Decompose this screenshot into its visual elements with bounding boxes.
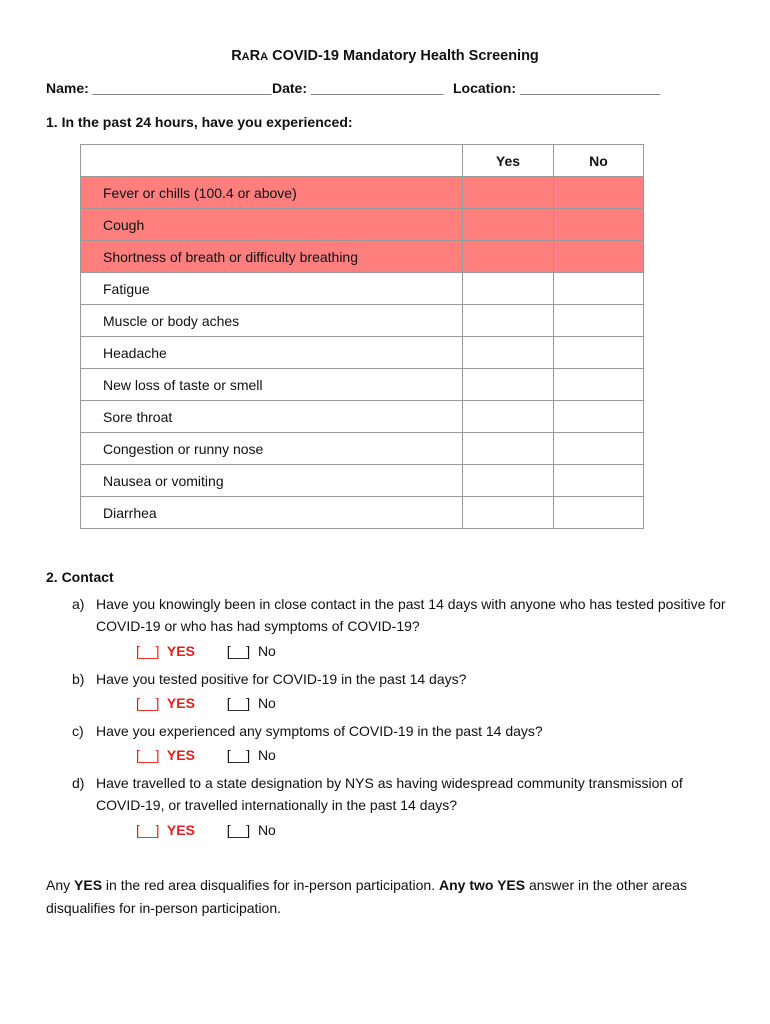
symptom-yes-cell[interactable]: [463, 305, 554, 337]
symptom-no-cell[interactable]: [554, 369, 644, 401]
no-label: No: [257, 747, 276, 763]
checkbox-bracket: [__]: [226, 822, 251, 838]
date-field[interactable]: Date: _________________: [272, 80, 444, 96]
answer-a: [136, 643, 276, 659]
symptom-row: [81, 369, 644, 401]
no-option[interactable]: [227, 695, 276, 711]
note-text: answer in the other areas disqualifies for in-person participation.: [46, 877, 687, 916]
symptom-label: Shortness of breath or difficulty breathing: [81, 241, 463, 273]
title-text: COVID-19 Mandatory Health Screening: [272, 48, 539, 64]
symptom-yes-cell[interactable]: [463, 177, 554, 209]
no-label: No: [257, 822, 276, 838]
title-prefix: R: [231, 48, 242, 64]
title-prefix: R: [249, 48, 261, 64]
symptom-no-cell[interactable]: [554, 305, 644, 337]
symptom-no-cell[interactable]: [554, 209, 644, 241]
symptom-row: [81, 177, 644, 209]
symptom-label: New loss of taste or smell: [81, 369, 463, 401]
symptom-row: [81, 465, 644, 497]
question-letter: a): [72, 596, 85, 612]
symptom-label: Fatigue: [81, 273, 463, 305]
no-label: No: [257, 695, 276, 711]
symptom-yes-cell[interactable]: [463, 465, 554, 497]
question-letter: d): [72, 775, 85, 791]
checkbox-bracket: [__]: [226, 643, 251, 659]
symptom-row: [81, 305, 644, 337]
name-field[interactable]: Name: _______________________: [46, 80, 272, 96]
answer-b: [136, 695, 276, 711]
answer-d: [136, 822, 276, 838]
symptom-label: Sore throat: [81, 401, 463, 433]
answer-c: [136, 747, 276, 763]
symptom-label: Headache: [81, 337, 463, 369]
symptom-row: [81, 241, 644, 273]
symptom-yes-cell[interactable]: [463, 241, 554, 273]
note-emphasis: Any two YES: [439, 877, 526, 893]
note-text: Any: [46, 877, 75, 893]
symptom-yes-cell[interactable]: [463, 337, 554, 369]
symptom-row: [81, 401, 644, 433]
symptom-yes-cell[interactable]: [463, 369, 554, 401]
section1-heading: 1. In the past 24 hours, have you experienced:: [46, 114, 353, 130]
header-blank: [81, 145, 463, 177]
yes-label: YES: [166, 747, 195, 763]
symptom-label: Nausea or vomiting: [81, 465, 463, 497]
checkbox-bracket: [__]: [226, 695, 251, 711]
title-prefix: A: [241, 51, 250, 63]
header-no: No: [554, 145, 644, 177]
header-yes: Yes: [463, 145, 554, 177]
yes-option[interactable]: [136, 747, 195, 763]
question-text: Have travelled to a state designation by NYS as having widespread community transmission of COVID-19, or travelled internationally in the past 14 days?: [96, 775, 683, 813]
no-option[interactable]: [227, 822, 276, 838]
yes-option[interactable]: [136, 822, 195, 838]
yes-label: YES: [166, 695, 195, 711]
symptom-row: [81, 497, 644, 529]
yes-label: YES: [166, 643, 195, 659]
symptom-no-cell[interactable]: [554, 177, 644, 209]
symptom-no-cell[interactable]: [554, 401, 644, 433]
checkbox-bracket: [__]: [136, 643, 160, 659]
question-c: [72, 720, 737, 742]
no-option[interactable]: [227, 747, 276, 763]
symptom-yes-cell[interactable]: [463, 497, 554, 529]
table-header-row: [81, 145, 644, 177]
checkbox-bracket: [__]: [136, 747, 160, 763]
question-text: Have you knowingly been in close contact in the past 14 days with anyone who has tested positive for COVID-19 or who has had symptoms of COVID-19?: [96, 596, 726, 634]
question-a: [72, 593, 737, 637]
question-letter: b): [72, 671, 85, 687]
note-emphasis: YES: [74, 877, 103, 893]
symptom-label: Congestion or runny nose: [81, 433, 463, 465]
no-label: No: [257, 643, 276, 659]
no-option[interactable]: [227, 643, 276, 659]
symptom-row: [81, 209, 644, 241]
symptom-table: [80, 144, 644, 529]
checkbox-bracket: [__]: [136, 695, 160, 711]
symptom-no-cell[interactable]: [554, 497, 644, 529]
symptom-no-cell[interactable]: [554, 241, 644, 273]
question-b: [72, 668, 737, 690]
symptom-yes-cell[interactable]: [463, 401, 554, 433]
symptom-row: [81, 273, 644, 305]
symptom-yes-cell[interactable]: [463, 209, 554, 241]
symptom-no-cell[interactable]: [554, 465, 644, 497]
yes-option[interactable]: [136, 695, 195, 711]
title-prefix: A: [260, 51, 269, 63]
checkbox-bracket: [__]: [226, 747, 251, 763]
symptom-no-cell[interactable]: [554, 433, 644, 465]
symptom-label: Diarrhea: [81, 497, 463, 529]
symptom-label: Cough: [81, 209, 463, 241]
symptom-no-cell[interactable]: [554, 337, 644, 369]
question-text: Have you experienced any symptoms of COVID-19 in the past 14 days?: [96, 723, 543, 739]
yes-label: YES: [166, 822, 195, 838]
checkbox-bracket: [__]: [136, 822, 160, 838]
section2-heading: 2. Contact: [46, 569, 114, 585]
symptom-row: [81, 433, 644, 465]
symptom-no-cell[interactable]: [554, 273, 644, 305]
question-letter: c): [72, 723, 84, 739]
note-text: in the red area disqualifies for in-person participation.: [102, 877, 439, 893]
symptom-row: [81, 337, 644, 369]
question-text: Have you tested positive for COVID-19 in the past 14 days?: [96, 671, 467, 687]
symptom-label: Fever or chills (100.4 or above): [81, 177, 463, 209]
question-d: [72, 772, 737, 816]
page-title: [0, 48, 770, 64]
yes-option[interactable]: [136, 643, 195, 659]
location-field[interactable]: Location: __________________: [453, 80, 661, 96]
symptom-yes-cell[interactable]: [463, 273, 554, 305]
symptom-yes-cell[interactable]: [463, 433, 554, 465]
disqualification-note: [46, 874, 726, 920]
symptom-label: Muscle or body aches: [81, 305, 463, 337]
